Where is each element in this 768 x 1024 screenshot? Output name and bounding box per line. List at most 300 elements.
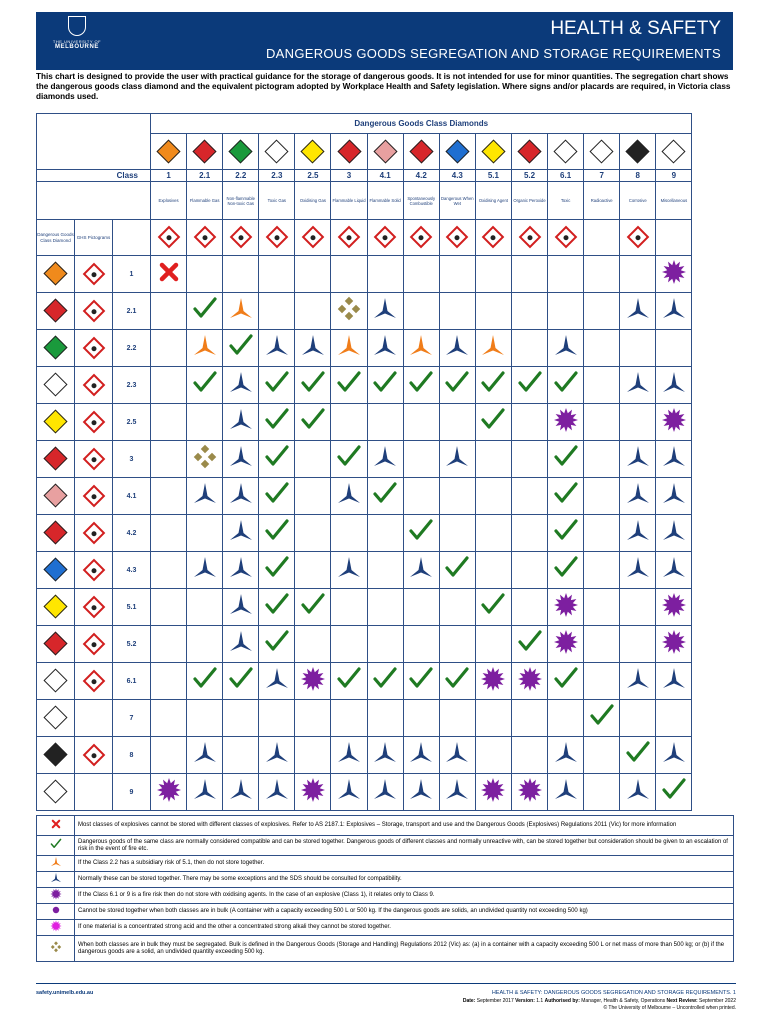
check-icon: [444, 383, 470, 400]
matrix-cell: [584, 626, 620, 663]
blue-tristar-icon: [661, 679, 687, 696]
matrix-cell: [584, 293, 620, 330]
class-diamond-3: [331, 134, 367, 170]
red-cross-icon: [156, 272, 182, 289]
row-ghs: [75, 552, 113, 589]
class-number: 7: [584, 170, 620, 182]
matrix-cell: [295, 700, 331, 737]
row-ghs: [75, 404, 113, 441]
blue-tristar-icon: [192, 753, 218, 770]
matrix-cell: [511, 441, 547, 478]
matrix-cell: [151, 515, 187, 552]
matrix-cell: [331, 367, 367, 404]
row-class-label: 8: [113, 737, 151, 774]
check-icon: [264, 457, 290, 474]
matrix-cell: [295, 737, 331, 774]
matrix-cell: [656, 404, 692, 441]
check-icon: [372, 494, 398, 511]
magenta-starburst-icon: [50, 928, 62, 934]
blank-cell: [37, 182, 151, 220]
matrix-cell: [439, 515, 475, 552]
matrix-cell: [295, 404, 331, 441]
legend-text: Cannot be stored together when both classes are in bulk (A container with a capacity exceeding 500 L or 500 kg. If the dangerous goods are solids, an undivided quantity not exceeding 500 kg): [75, 904, 734, 920]
matrix-cell: [259, 774, 295, 811]
legend-text: Most classes of explosives cannot be stored with different classes of explosives. Refer to AS 2187.1: Explosives – Storage, transport and use and the Dangerous Goods (Explosives) Regulations 2011 (Vic) for more information: [75, 816, 734, 836]
gas-cylinder-icon: [82, 336, 105, 359]
dg-class-diamond-icon: [43, 558, 67, 582]
dg-class-diamond-icon: [373, 139, 397, 163]
matrix-cell: [223, 626, 259, 663]
matrix-cell: [295, 515, 331, 552]
legend-row: [37, 920, 734, 936]
blue-tristar-icon: [264, 679, 290, 696]
matrix-cell: [620, 515, 656, 552]
class-number: 2.5: [295, 170, 331, 182]
matrix-cell: [475, 700, 511, 737]
blue-tristar-icon: [444, 753, 470, 770]
purple-starburst-icon: [553, 420, 579, 437]
matrix-cell: [511, 256, 547, 293]
matrix-cell: [403, 700, 439, 737]
matrix-cell: [620, 626, 656, 663]
check-icon: [300, 420, 326, 437]
header-ghs-cell: [295, 220, 331, 256]
header-ghs-cell: [439, 220, 475, 256]
header-ghs-cell: [187, 220, 223, 256]
blue-tristar-icon: [625, 531, 651, 548]
check-icon: [228, 679, 254, 696]
class-diamond-2.1: [187, 134, 223, 170]
matrix-cell: [439, 330, 475, 367]
matrix-cell: [223, 330, 259, 367]
matrix-cell: [223, 589, 259, 626]
blue-tristar-icon: [50, 880, 62, 886]
matrix-cell: [439, 737, 475, 774]
matrix-cell: [367, 774, 403, 811]
matrix-cell: [548, 404, 584, 441]
matrix-cell: [367, 515, 403, 552]
check-icon: [192, 309, 218, 326]
matrix-cell: [403, 404, 439, 441]
matrix-cell: [620, 774, 656, 811]
row-diamond: [37, 626, 75, 663]
dg-class-diamond-icon: [43, 373, 67, 397]
matrix-cell: [331, 330, 367, 367]
header-ghs-cell: [584, 220, 620, 256]
matrix-cell: [439, 293, 475, 330]
row-ghs: [75, 478, 113, 515]
blue-tristar-icon: [625, 494, 651, 511]
matrix-cell: [151, 589, 187, 626]
matrix-cell: [475, 774, 511, 811]
matrix-cell: [223, 441, 259, 478]
dg-class-diamond-icon: [590, 139, 614, 163]
dg-class-diamond-icon: [301, 139, 325, 163]
matrix-cell: [151, 367, 187, 404]
blue-tristar-icon: [336, 753, 362, 770]
purple-starburst-icon: [661, 420, 687, 437]
matrix-cell: [656, 589, 692, 626]
dg-class-diamond-icon: [43, 410, 67, 434]
class-diamond-5.2: [511, 134, 547, 170]
matrix-cell: [548, 515, 584, 552]
matrix-cell: [367, 256, 403, 293]
row-ghs: [75, 626, 113, 663]
row-diamond: [37, 256, 75, 293]
blue-tristar-icon: [228, 494, 254, 511]
matrix-cell: [475, 478, 511, 515]
matrix-cell: [656, 700, 692, 737]
dg-class-diamond-icon: [445, 139, 469, 163]
matrix-cell: [223, 774, 259, 811]
matrix-cell: [439, 663, 475, 700]
class-diamond-5.1: [475, 134, 511, 170]
matrix-cell: [475, 515, 511, 552]
matrix-cell: [187, 256, 223, 293]
matrix-cell: [511, 589, 547, 626]
row-class-label: 9: [113, 774, 151, 811]
row-diamond: [37, 515, 75, 552]
legend-symbol: [37, 888, 75, 904]
class-number: 5.1: [475, 170, 511, 182]
check-icon: [408, 383, 434, 400]
matrix-cell: [511, 663, 547, 700]
matrix-cell: [475, 404, 511, 441]
blank-cell: [113, 220, 151, 256]
matrix-cell: [475, 626, 511, 663]
class-name: Miscellaneous: [656, 182, 692, 220]
matrix-cell: [367, 330, 403, 367]
matrix-cell: [367, 367, 403, 404]
header-ghs-cell: [259, 220, 295, 256]
matrix-cell: [584, 737, 620, 774]
matrix-cell: [223, 663, 259, 700]
flame-icon: [82, 484, 105, 507]
row-class-label: 2.1: [113, 293, 151, 330]
class-label: Class: [37, 170, 151, 182]
purple-starburst-icon: [661, 272, 687, 289]
class-name: Radioactive: [584, 182, 620, 220]
matrix-cell: [548, 256, 584, 293]
matrix-cell: [223, 367, 259, 404]
dg-class-diamond-icon: [481, 139, 505, 163]
matrix-cell: [331, 293, 367, 330]
olive-diamonds-icon: [336, 309, 362, 326]
class-number: 2.3: [259, 170, 295, 182]
matrix-cell: [151, 404, 187, 441]
blue-tristar-icon: [336, 568, 362, 585]
legend-row: [37, 856, 734, 872]
matrix-cell: [656, 293, 692, 330]
matrix-cell: [151, 774, 187, 811]
exploding-bomb-icon: [157, 226, 180, 249]
matrix-cell: [439, 404, 475, 441]
matrix-cell: [548, 774, 584, 811]
flame-icon: [446, 226, 469, 249]
class-name: Oxidising Agent: [475, 182, 511, 220]
flame-icon: [82, 558, 105, 581]
table-row: [37, 478, 692, 515]
row-class-label: 1: [113, 256, 151, 293]
class-number: 9: [656, 170, 692, 182]
blue-tristar-icon: [553, 346, 579, 363]
matrix-cell: [187, 663, 223, 700]
blue-tristar-icon: [264, 753, 290, 770]
class-diamond-6.1: [548, 134, 584, 170]
header-ghs-cell: [511, 220, 547, 256]
header-ghs-cell: [548, 220, 584, 256]
matrix-cell: [656, 515, 692, 552]
purple-starburst-icon: [300, 679, 326, 696]
matrix-cell: [187, 367, 223, 404]
matrix-cell: [403, 663, 439, 700]
matrix-cell: [367, 626, 403, 663]
matrix-cell: [439, 626, 475, 663]
class-name: Corrosive: [620, 182, 656, 220]
check-icon: [553, 383, 579, 400]
matrix-cell: [223, 293, 259, 330]
red-cross-icon: [50, 826, 62, 832]
matrix-cell: [367, 478, 403, 515]
class-number: 1: [151, 170, 187, 182]
class-name: Toxic: [548, 182, 584, 220]
matrix-cell: [548, 293, 584, 330]
matrix-cell: [259, 330, 295, 367]
matrix-cell: [475, 737, 511, 774]
class-diamond-1: [151, 134, 187, 170]
matrix-cell: [187, 737, 223, 774]
row-diamond: [37, 737, 75, 774]
table-row: [37, 737, 692, 774]
blue-tristar-icon: [625, 309, 651, 326]
row-ghs: [75, 330, 113, 367]
matrix-cell: [223, 737, 259, 774]
footer-meta: Date: September 2017 Version: 1.1 Authorised by: Manager, Health & Safety, Operations Next Review: September 2022: [462, 998, 736, 1004]
matrix-cell: [151, 552, 187, 589]
blue-tristar-icon: [553, 790, 579, 807]
matrix-cell: [548, 589, 584, 626]
matrix-cell: [295, 589, 331, 626]
check-icon: [625, 753, 651, 770]
table-row: [37, 774, 692, 811]
page-title: HEALTH & SAFETY: [550, 18, 721, 39]
legend-text: If the Class 6.1 or 9 is a fire risk then do not store with oxidising agents. In the case of an explosive (Class 1), it relates only to Class 9.: [75, 888, 734, 904]
matrix-cell: [548, 700, 584, 737]
matrix-cell: [331, 478, 367, 515]
matrix-cell: [511, 478, 547, 515]
matrix-cell: [151, 626, 187, 663]
matrix-cell: [259, 552, 295, 589]
matrix-cell: [187, 441, 223, 478]
gas-cylinder-icon: [266, 226, 289, 249]
row-class-label: 2.3: [113, 367, 151, 404]
matrix-cell: [439, 700, 475, 737]
row-diamond: [37, 404, 75, 441]
class-name: Explosives: [151, 182, 187, 220]
row-diamond: [37, 330, 75, 367]
university-logo: THE UNIVERSITY OF MELBOURNE: [46, 16, 108, 66]
matrix-cell: [331, 589, 367, 626]
legend-row: [37, 888, 734, 904]
legend-row: [37, 936, 734, 962]
blue-tristar-icon: [372, 346, 398, 363]
header-ghs-cell: [656, 220, 692, 256]
class-number: 8: [620, 170, 656, 182]
blue-tristar-icon: [228, 605, 254, 622]
matrix-cell: [548, 367, 584, 404]
matrix-cell: [439, 774, 475, 811]
check-icon: [264, 605, 290, 622]
matrix-cell: [620, 441, 656, 478]
row-diamond: [37, 552, 75, 589]
matrix-cell: [620, 663, 656, 700]
matrix-cell: [187, 626, 223, 663]
matrix-cell: [584, 367, 620, 404]
dg-class-diamond-icon: [337, 139, 361, 163]
purple-starburst-icon: [50, 896, 62, 902]
table-row: [37, 330, 692, 367]
matrix-cell: [403, 367, 439, 404]
skull-crossbones-icon: [554, 226, 577, 249]
row-class-label: 4.1: [113, 478, 151, 515]
check-icon: [444, 679, 470, 696]
matrix-cell: [187, 700, 223, 737]
blue-tristar-icon: [661, 494, 687, 511]
blue-tristar-icon: [336, 494, 362, 511]
orange-tristar-icon: [408, 346, 434, 363]
matrix-cell: [584, 774, 620, 811]
matrix-cell: [656, 737, 692, 774]
class-number: 2.2: [223, 170, 259, 182]
class-diamond-4.3: [439, 134, 475, 170]
check-icon: [300, 383, 326, 400]
check-icon: [192, 679, 218, 696]
row-ghs: [75, 441, 113, 478]
table-row: [37, 663, 692, 700]
matrix-cell: [656, 367, 692, 404]
matrix-cell: [151, 330, 187, 367]
matrix-cell: [475, 367, 511, 404]
purple-starburst-icon: [661, 605, 687, 622]
class-diamond-8: [620, 134, 656, 170]
dg-class-diamond-icon: [517, 139, 541, 163]
matrix-cell: [367, 552, 403, 589]
matrix-cell: [548, 626, 584, 663]
matrix-cell: [439, 367, 475, 404]
purple-starburst-icon: [553, 605, 579, 622]
matrix-cell: [295, 256, 331, 293]
blue-tristar-icon: [192, 568, 218, 585]
gas-cylinder-icon: [82, 373, 105, 396]
matrix-cell: [511, 737, 547, 774]
dg-class-diamond-icon: [43, 299, 67, 323]
matrix-cell: [656, 552, 692, 589]
matrix-cell: [511, 700, 547, 737]
flame-over-circle-icon: [482, 226, 505, 249]
check-icon: [336, 383, 362, 400]
legend-text: If one material is a concentrated strong acid and the other a concentrated strong alkali they cannot be stored together.: [75, 920, 734, 936]
row-class-label: 5.1: [113, 589, 151, 626]
blue-tristar-icon: [661, 568, 687, 585]
blue-tristar-icon: [228, 568, 254, 585]
matrix-cell: [439, 256, 475, 293]
check-icon: [264, 531, 290, 548]
row-class-label: 5.2: [113, 626, 151, 663]
matrix-cell: [295, 330, 331, 367]
dg-class-diamond-icon: [43, 484, 67, 508]
check-icon: [517, 383, 543, 400]
blue-tristar-icon: [408, 790, 434, 807]
matrix-cell: [403, 589, 439, 626]
matrix-cell: [620, 367, 656, 404]
check-icon: [553, 679, 579, 696]
row-ghs: [75, 256, 113, 293]
matrix-cell: [403, 626, 439, 663]
blue-tristar-icon: [228, 790, 254, 807]
orange-tristar-icon: [480, 346, 506, 363]
matrix-cell: [331, 663, 367, 700]
website-link[interactable]: safety.unimelb.edu.au: [36, 990, 94, 996]
class-diamond-9: [656, 134, 692, 170]
matrix-cell: [151, 737, 187, 774]
table-row: [37, 626, 692, 663]
table-row: [37, 552, 692, 589]
purple-starburst-icon: [553, 642, 579, 659]
matrix-cell: [511, 293, 547, 330]
matrix-cell: [584, 589, 620, 626]
matrix-cell: [511, 330, 547, 367]
matrix-cell: [620, 552, 656, 589]
blue-tristar-icon: [228, 457, 254, 474]
matrix-cell: [620, 589, 656, 626]
class-name: Toxic Gas: [259, 182, 295, 220]
dg-class-diamond-icon: [43, 780, 67, 804]
check-icon: [480, 383, 506, 400]
crest-icon: [68, 16, 86, 36]
legend-symbol: [37, 904, 75, 920]
matrix-cell: [223, 256, 259, 293]
table-row: [37, 700, 692, 737]
matrix-cell: [295, 626, 331, 663]
row-ghs-label: GHS Pictograms: [75, 220, 113, 256]
matrix-cell: [475, 293, 511, 330]
matrix-cell: [475, 589, 511, 626]
check-icon: [553, 457, 579, 474]
legend-symbol: [37, 872, 75, 888]
matrix-cell: [259, 293, 295, 330]
matrix-cell: [403, 515, 439, 552]
header-ghs-cell: [475, 220, 511, 256]
matrix-cell: [259, 737, 295, 774]
matrix-cell: [331, 774, 367, 811]
blue-tristar-icon: [264, 790, 290, 807]
row-diamond: [37, 663, 75, 700]
page-footer: [36, 983, 736, 1011]
matrix-cell: [403, 330, 439, 367]
row-ghs: [75, 367, 113, 404]
row-class-label: 4.2: [113, 515, 151, 552]
flame-icon: [82, 447, 105, 470]
row-class-label: 6.1: [113, 663, 151, 700]
flame-icon: [518, 226, 541, 249]
orange-tristar-icon: [228, 309, 254, 326]
class-number: 4.2: [403, 170, 439, 182]
class-diamond-4.2: [403, 134, 439, 170]
flame-icon: [193, 226, 216, 249]
check-icon: [480, 605, 506, 622]
matrix-cell: [403, 774, 439, 811]
check-icon: [264, 383, 290, 400]
